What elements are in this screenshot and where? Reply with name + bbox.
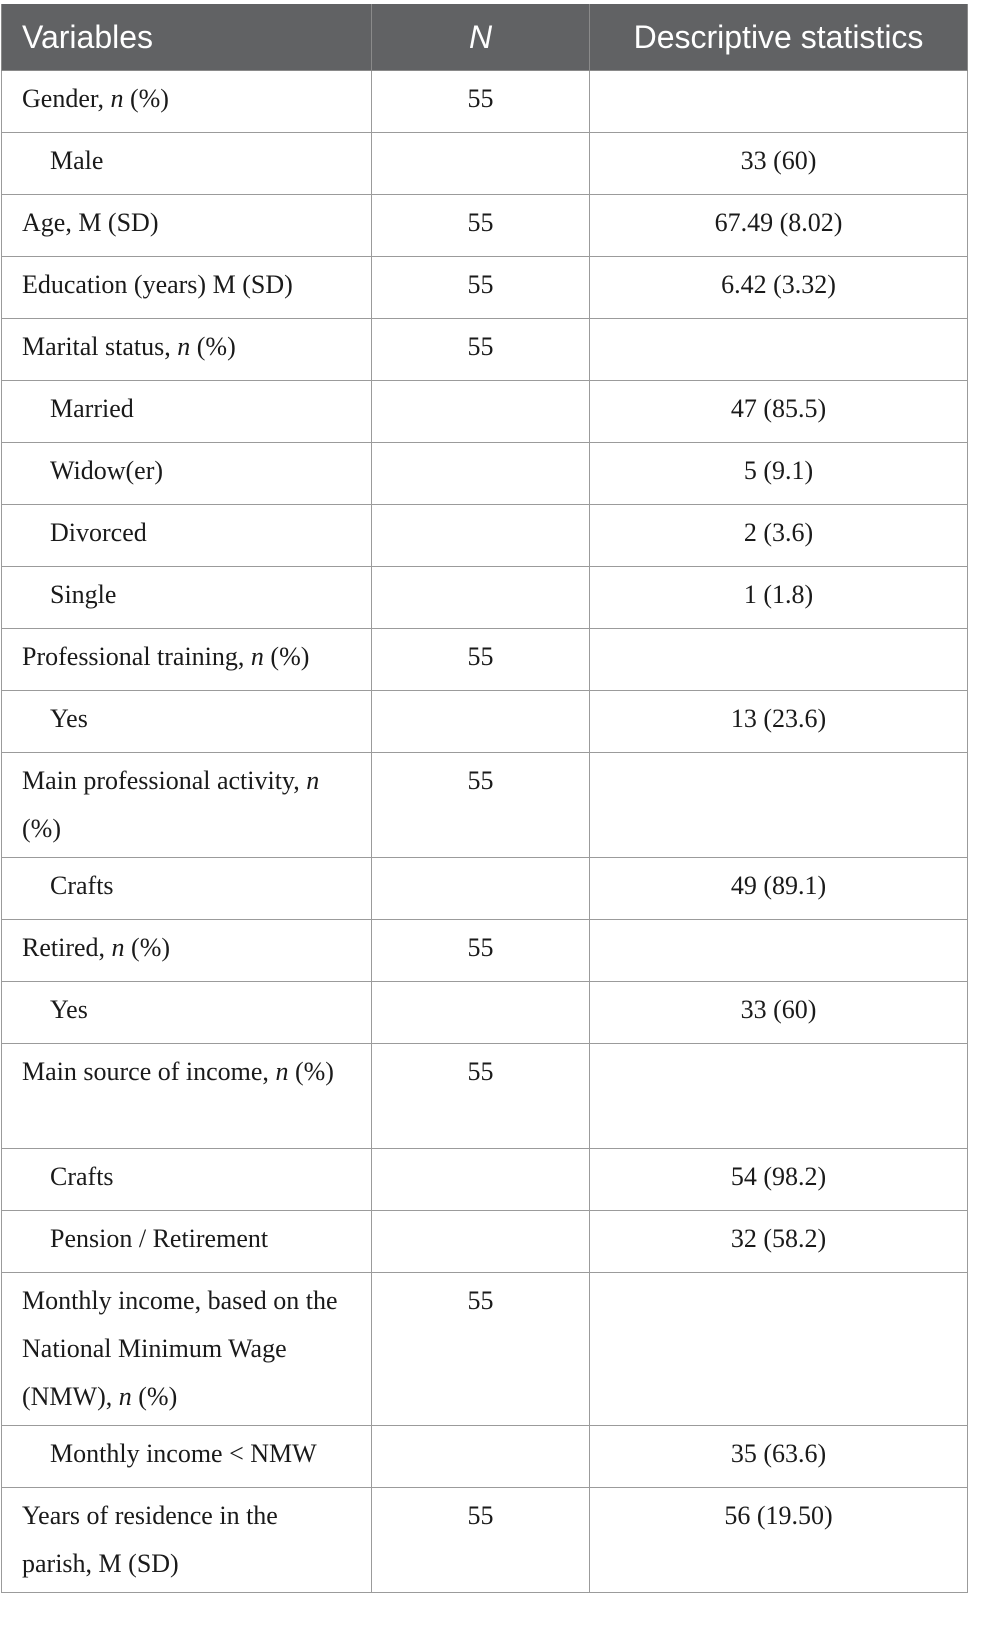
row-stat: 54 (98.2): [590, 1149, 968, 1211]
row-n: 55: [372, 920, 590, 982]
table-row: [2, 1044, 968, 1149]
row-n: 55: [372, 629, 590, 691]
row-n: 55: [372, 71, 590, 133]
label-italic: n: [250, 642, 264, 671]
table-row: [2, 691, 968, 753]
row-n: 55: [372, 753, 590, 858]
row-label: Yes: [2, 691, 372, 753]
table-header: [2, 4, 968, 71]
table-row: [2, 133, 968, 195]
table-row: [2, 920, 968, 982]
row-n: [372, 691, 590, 753]
row-label: Widow(er): [2, 443, 372, 505]
row-n: 55: [372, 257, 590, 319]
row-label: Yes: [2, 982, 372, 1044]
row-label: [2, 1044, 372, 1149]
label-italic: n: [275, 1057, 289, 1086]
row-stat: [590, 1273, 968, 1426]
row-label: [2, 1273, 372, 1426]
row-n: 55: [372, 1044, 590, 1149]
row-label: Single: [2, 567, 372, 629]
label-text: Gender,: [22, 84, 111, 113]
table-body: [2, 71, 968, 1593]
label-italic: n: [111, 933, 125, 962]
row-n: 55: [372, 1488, 590, 1593]
row-stat: 2 (3.6): [590, 505, 968, 567]
table-row: [2, 753, 968, 858]
row-n: [372, 443, 590, 505]
row-label: Crafts: [2, 1149, 372, 1211]
label-text: Main professional activity,: [22, 766, 307, 795]
row-n: [372, 1426, 590, 1488]
row-label: [2, 629, 372, 691]
row-label: Years of residence in the parish, M (SD): [2, 1488, 372, 1593]
row-n: 55: [372, 1273, 590, 1426]
table-row: [2, 982, 968, 1044]
row-stat: [590, 1044, 968, 1149]
table-row: [2, 1488, 968, 1593]
row-stat: 33 (60): [590, 982, 968, 1044]
row-n: [372, 982, 590, 1044]
header-n: [372, 4, 590, 71]
table-row: [2, 567, 968, 629]
label-after: (%): [190, 332, 236, 361]
row-label: Monthly income < NMW: [2, 1426, 372, 1488]
header-row: [2, 4, 968, 71]
row-label: Divorced: [2, 505, 372, 567]
table-row: [2, 257, 968, 319]
row-stat: 33 (60): [590, 133, 968, 195]
label-text: Retired,: [22, 933, 112, 962]
row-stat: [590, 753, 968, 858]
row-n: [372, 567, 590, 629]
row-label: [2, 753, 372, 858]
descriptive-statistics-table: [1, 4, 968, 1593]
header-n-label: N: [468, 18, 493, 55]
row-stat: 67.49 (8.02): [590, 195, 968, 257]
label-text: Main source of income,: [22, 1057, 276, 1086]
label-after: (%): [288, 1057, 334, 1086]
table-row: [2, 443, 968, 505]
table-row: [2, 1273, 968, 1426]
row-stat: [590, 319, 968, 381]
row-stat: [590, 629, 968, 691]
row-label: Married: [2, 381, 372, 443]
row-stat: 49 (89.1): [590, 858, 968, 920]
table-row: [2, 71, 968, 133]
row-label: Male: [2, 133, 372, 195]
row-n: 55: [372, 195, 590, 257]
label-after: (%): [131, 1382, 178, 1411]
row-n: [372, 1149, 590, 1211]
row-label: Education (years) M (SD): [2, 257, 372, 319]
row-stat: 47 (85.5): [590, 381, 968, 443]
row-stat: [590, 920, 968, 982]
table-row: [2, 195, 968, 257]
label-italic: n: [177, 332, 191, 361]
table-row: [2, 629, 968, 691]
row-stat: 13 (23.6): [590, 691, 968, 753]
label-italic: n: [110, 84, 124, 113]
label-text: Monthly income, based on the National Minimum Wage (NMW),: [22, 1286, 338, 1411]
row-label: Age, M (SD): [2, 195, 372, 257]
row-n: [372, 505, 590, 567]
header-descriptive-statistics: Descriptive statistics: [590, 4, 968, 71]
table-row: [2, 381, 968, 443]
label-italic: n: [118, 1382, 132, 1411]
row-n: [372, 381, 590, 443]
row-label: Crafts: [2, 858, 372, 920]
row-n: [372, 133, 590, 195]
row-n: [372, 1211, 590, 1273]
row-stat: 6.42 (3.32): [590, 257, 968, 319]
label-italic: n: [306, 766, 320, 795]
row-stat: 35 (63.6): [590, 1426, 968, 1488]
label-after: (%): [123, 84, 169, 113]
table-row: [2, 1211, 968, 1273]
header-variables: Variables: [2, 4, 372, 71]
row-stat: 56 (19.50): [590, 1488, 968, 1593]
row-stat: 32 (58.2): [590, 1211, 968, 1273]
row-n: [372, 858, 590, 920]
row-stat: [590, 71, 968, 133]
row-label: [2, 71, 372, 133]
table-row: [2, 858, 968, 920]
label-text: Professional training,: [22, 642, 251, 671]
label-after: (%): [124, 933, 171, 962]
row-n: 55: [372, 319, 590, 381]
row-stat: 1 (1.8): [590, 567, 968, 629]
row-label: [2, 920, 372, 982]
label-after: (%): [22, 814, 61, 843]
row-label: [2, 319, 372, 381]
label-text: Marital status,: [22, 332, 178, 361]
table-row: [2, 1149, 968, 1211]
table-row: [2, 1426, 968, 1488]
table-row: [2, 505, 968, 567]
label-after: (%): [263, 642, 310, 671]
row-stat: 5 (9.1): [590, 443, 968, 505]
row-label: Pension / Retirement: [2, 1211, 372, 1273]
table-row: [2, 319, 968, 381]
